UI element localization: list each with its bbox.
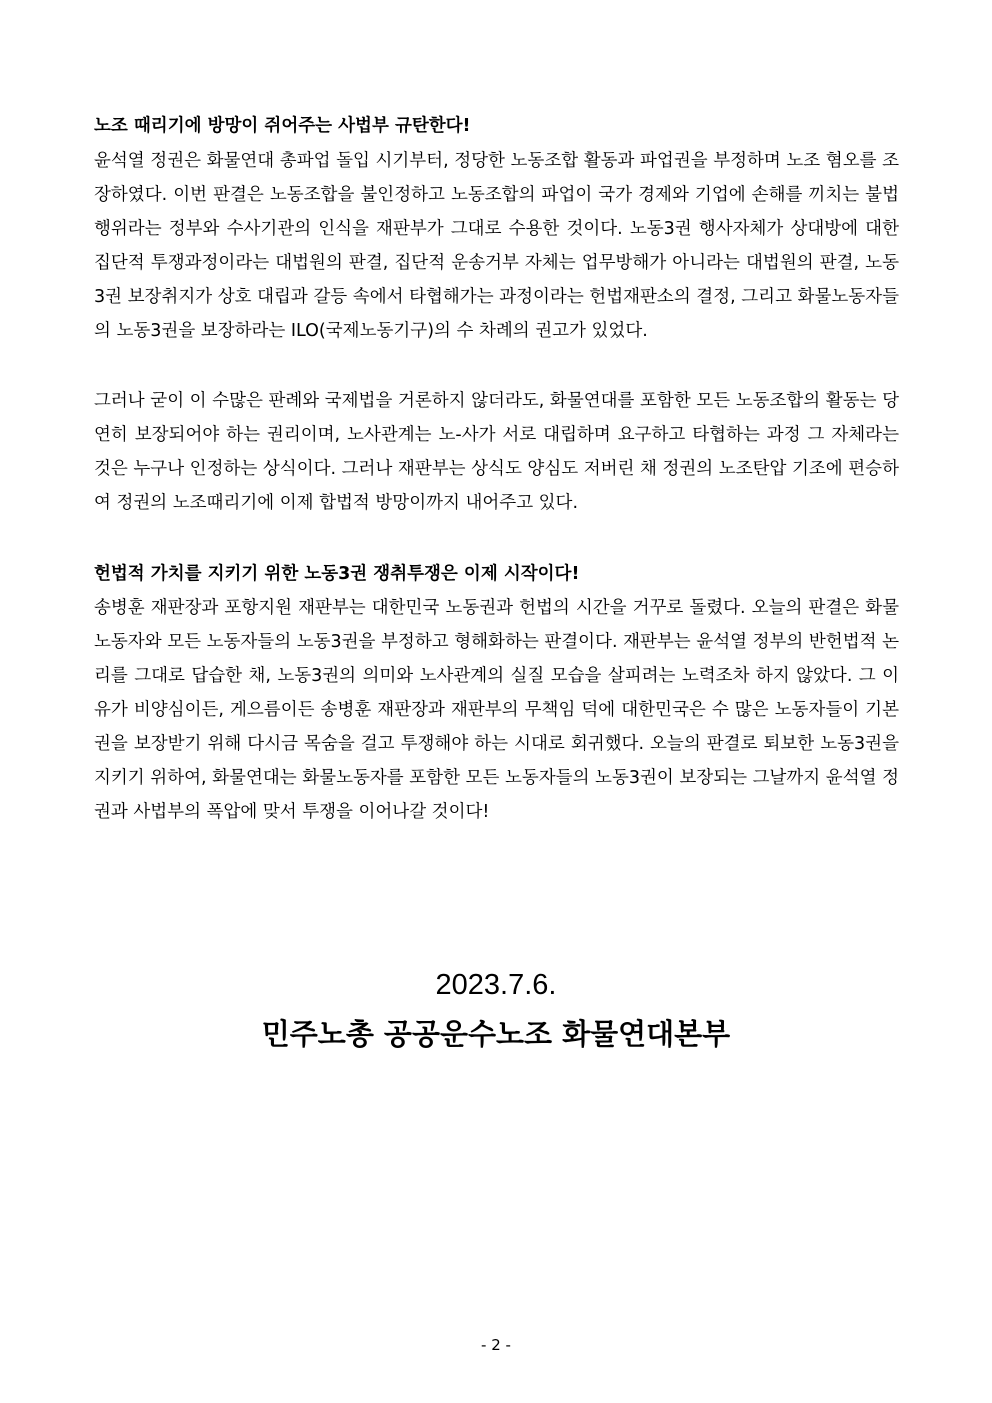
page-number: - 2 - [481,1336,511,1354]
statement-date: 2023.7.6. [435,969,557,1001]
document-body [94,110,899,829]
paragraph-struggle: 송병훈 재판장과 포항지원 재판부는 대한민국 노동권과 헌법의 시간을 거꾸로 돌렸다. 오늘의 판결은 화물노동자와 모든 노동자들의 노동3권을 부정하고 형해화하는 판결이다. 재판부는 윤석열 정부의 반헌법적 논리를 그대로 답습한 채, 노동3권의 의미와 노사관계의 실질 모습을 살피려는 노력조차 하지 않았다. 그 이유가 비양심이든, 게으름이든 송병훈 재판장과 재판부의 무책임 덕에 대한민국은 수 많은 노동자들이 기본권을 보장받기 위해 다시금 목숨을 걸고 투쟁해야 하는 시대로 회귀했다. 오늘의 판결로 퇴보한 노동3권을 지키기 위하여, 화물연대는 화물노동자를 포함한 모든 노동자들의 노동3권이 보장되는 그날까지 윤석열 정권과 사법부의 폭압에 맞서 투쟁을 이어나갈 것이다! [94,598,899,822]
paragraph-judiciary: 윤석열 정권은 화물연대 총파업 돌입 시기부터, 정당한 노동조합 활동과 파업권을 부정하며 노조 혐오를 조장하였다. 이번 판결은 노동조합을 불인정하고 노동조합의 파업이 국가 경제와 기업에 손해를 끼치는 불법행위라는 정부와 수사기관의 인식을 재판부가 그대로 수용한 것이다. 노동3권 행사자체가 상대방에 대한 집단적 투쟁과정이라는 대법원의 판결, 집단적 운송거부 자체는 업무방해가 아니라는 대법원의 판결, 노동3권 보장취지가 상호 대립과 갈등 속에서 타협해가는 과정이라는 헌법재판소의 결정, 그리고 화물노동자들의 노동3권을 보장하라는 ILO(국제노동기구)의 수 차례의 권고가 있었다. [94,150,899,341]
section-heading-judiciary: 노조 때리기에 방망이 쥐어주는 사법부 규탄한다! [94,116,471,136]
paragraph-spacer [94,520,899,558]
paragraph-common-sense: 그러나 굳이 이 수많은 판례와 국제법을 거론하지 않더라도, 화물연대를 포함한 모든 노동조합의 활동는 당연히 보장되어야 하는 권리이며, 노사관계는 노-사가 서로 대립하며 요구하고 타협하는 과정 그 자체라는 것은 누구나 인정하는 상식이다. 그러나 재판부는 상식도 양심도 저버린 채 정권의 노조탄압 기조에 편승하여 정권의 노조때리기에 이제 합법적 방망이까지 내어주고 있다. [94,390,899,513]
paragraph-spacer [94,348,899,384]
section-heading-struggle: 헌법적 가치를 지키기 위한 노동3권 쟁취투쟁은 이제 시작이다! [94,563,580,584]
organization-name: 민주노총 공공운수노조 화물연대본부 [261,1017,731,1051]
